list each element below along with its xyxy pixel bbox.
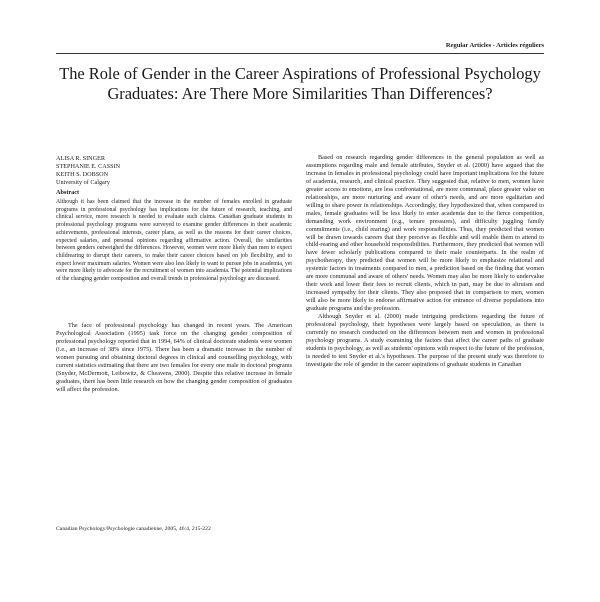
author-name: STEPHANIE E. CASSIN bbox=[56, 163, 121, 170]
author-name: KEITH S. DOBSON bbox=[56, 171, 109, 178]
citation-footer: Canadian Psychology/Psychologie canadienne, 2005, 46:4, 215-222 bbox=[56, 526, 211, 532]
body-paragraph: Although Snyder et al. (2000) made intriguing predictions regarding the future of professional psychology, their hypotheses were largely based on speculation, as there is currently no research conducted on the differences between men and women in professional psychology programs. A study examining the factors that affect the career paths of graduate students in psychology, as well as students' opinions with respect to the future of the profession, is needed to test Snyder et al.'s hypotheses. The purpose of the present study was therefore to investigate the role of gender in the career aspirations of graduate students in Canadian bbox=[306, 313, 544, 368]
article-title: The Role of Gender in the Career Aspirations of Professional Psychology Graduates: Are There More Similarities Than Differences? bbox=[59, 64, 541, 103]
body-paragraph: Based on research regarding gender differences in the general population as well as assumptions regarding male and female attributes, Snyder et al. (2000) have argued that the increase in females in professional psychology could have important implications for the future of academia, research, and clinical practice. They suggested that, relative to men, women have greater access to emotions, are less confrontational, are more communal, place greater value on relationships, are more nurturing and aware of other's needs, and are more egalitarian and willing to share power in relationships. Accordingly, they hypothesized that, when compared to males, female graduates will be less likely to enter academia due to the fierce competition, demanding work environment (e.g., tenure pressures), and difficulty juggling family commitments (i.e., child rearing) and work responsibilities. Thus, they predicted that women will be drawn towards careers that they perceive as flexible and will enable them to attend to child-rearing and other household responsibilities. Furthermore, they predicted that women will have fewer scholarly publications compared to their male counterparts. In the realm of psychotherapy, they predicted that women will be more likely to emphasize relational and systemic factors in treatments compared to men, a prediction based on the finding that women are more communal and aware of others' needs. Women may also be more likely to undervalue their work and lower their fees to recruit clients, which in part, may be due to altruism and increased sympathy for their clients. They also proposed that in comparison to men, women will also be more likely to endorse affirmative action for entrance of diverse populations into graduate programs and the profession. bbox=[306, 154, 544, 313]
section-header: Regular Articles - Articles réguliers bbox=[445, 42, 544, 49]
author-affiliation: University of Calgary bbox=[56, 179, 110, 186]
right-column bbox=[306, 154, 544, 369]
header-rule bbox=[56, 53, 544, 54]
author-name: ALISA R. SINGER bbox=[56, 155, 105, 162]
abstract-text: Although it has been claimed that the increase in the number of females enrolled in graduate programs in professional psychology has implications for the future of research, teaching, and clinical service, more research is needed to evaluate such claims. Canadian graduate students in professional psychology programs were surveyed to examine gender differences in their academic achievements, professional interests, career plans, as well as the reasons for their career choices, expected salaries, and personal opinions regarding affirmative action. Overall, the similarities between genders outweighed the differences. However, women were more likely than men to expect childrearing to disrupt their careers, to make their career choices based on job flexibility, and to expect lower maximum salaries. Women were also less likely to want to pursue jobs in academia, yet were more likely to advocate for the recruitment of women into academia. The potential implications of the changing gender composition and overall trends in professional psychology are discussed. bbox=[56, 199, 292, 283]
intro-paragraph: The face of professional psychology has changed in recent years. The American Psychological Association (1995) task force on the changing gender composition of professional psychology reported that in 1994, 64% of clinical doctorate students were women (i.e., an increase of 38% since 1975). There has been a dramatic increase in the number of women pursuing and obtaining doctoral degrees in clinical and counselling psychology, with current statistics estimating that there are two females for every one male in doctoral programs (Snyder, McDermott, Leibowitz, & Cheavens, 2000). Despite this relative increase in female graduates, there has been little research on how the changing gender composition of graduates will affect the profession. bbox=[56, 322, 292, 394]
abstract-heading: Abstract bbox=[56, 189, 80, 196]
author-block bbox=[56, 155, 276, 187]
